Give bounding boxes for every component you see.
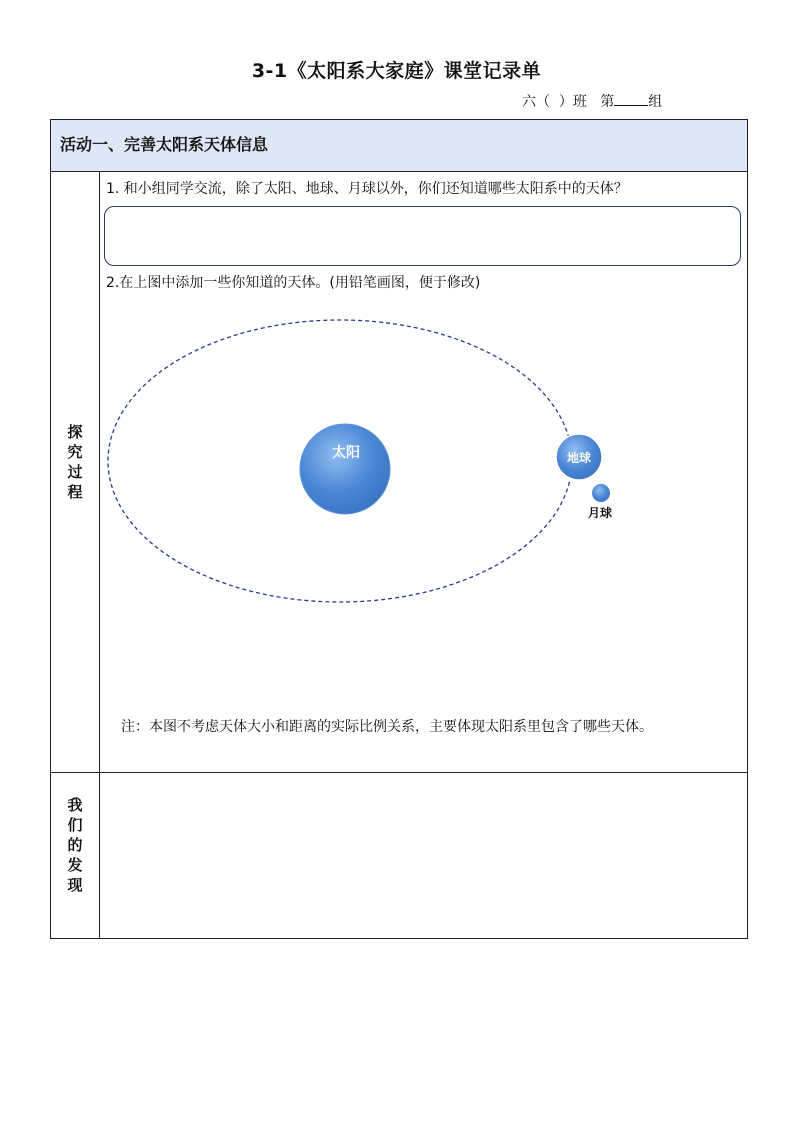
side-char: 我 — [67, 796, 83, 814]
side-char: 探 — [67, 423, 83, 441]
solar-system-diagram[interactable] — [106, 312, 626, 612]
activity-header — [51, 120, 747, 172]
sun-icon — [300, 424, 390, 514]
side-char: 的 — [67, 836, 83, 854]
explore-process-label — [51, 422, 99, 502]
side-char: 现 — [67, 876, 83, 894]
side-char: 们 — [67, 816, 83, 834]
side-char: 发 — [67, 856, 83, 874]
class-group-line — [522, 91, 662, 111]
question-2: 2.在上图中添加一些你知道的天体。(用铅笔画图，便于修改) — [106, 275, 481, 291]
side-char: 究 — [67, 443, 83, 461]
record-table — [50, 119, 748, 939]
activity-title: 活动一、完善太阳系天体信息 — [60, 135, 269, 154]
class-text: 六（ ）班 第 — [522, 94, 615, 110]
group-label: 组 — [648, 94, 663, 110]
sun-label: 太阳 — [332, 445, 360, 461]
moon-label: 月球 — [587, 506, 613, 520]
our-findings-label — [51, 795, 99, 895]
side-char: 过 — [67, 463, 83, 481]
earth-label: 地球 — [566, 451, 592, 465]
answer-box[interactable] — [104, 206, 741, 266]
side-char: 程 — [67, 483, 83, 501]
group-blank[interactable] — [614, 93, 648, 106]
diagram-note: 注：本图不考虑天体大小和距离的实际比例关系，主要体现太阳系里包含了哪些天体。 — [121, 719, 653, 735]
question-1: 1. 和小组同学交流，除了太阳、地球、月球以外，你们还知道哪些太阳系中的天体？ — [106, 181, 628, 197]
page-title: 3-1《太阳系大家庭》课堂记录单 — [251, 60, 542, 82]
moon-icon — [592, 484, 610, 502]
findings-area[interactable] — [100, 773, 747, 938]
